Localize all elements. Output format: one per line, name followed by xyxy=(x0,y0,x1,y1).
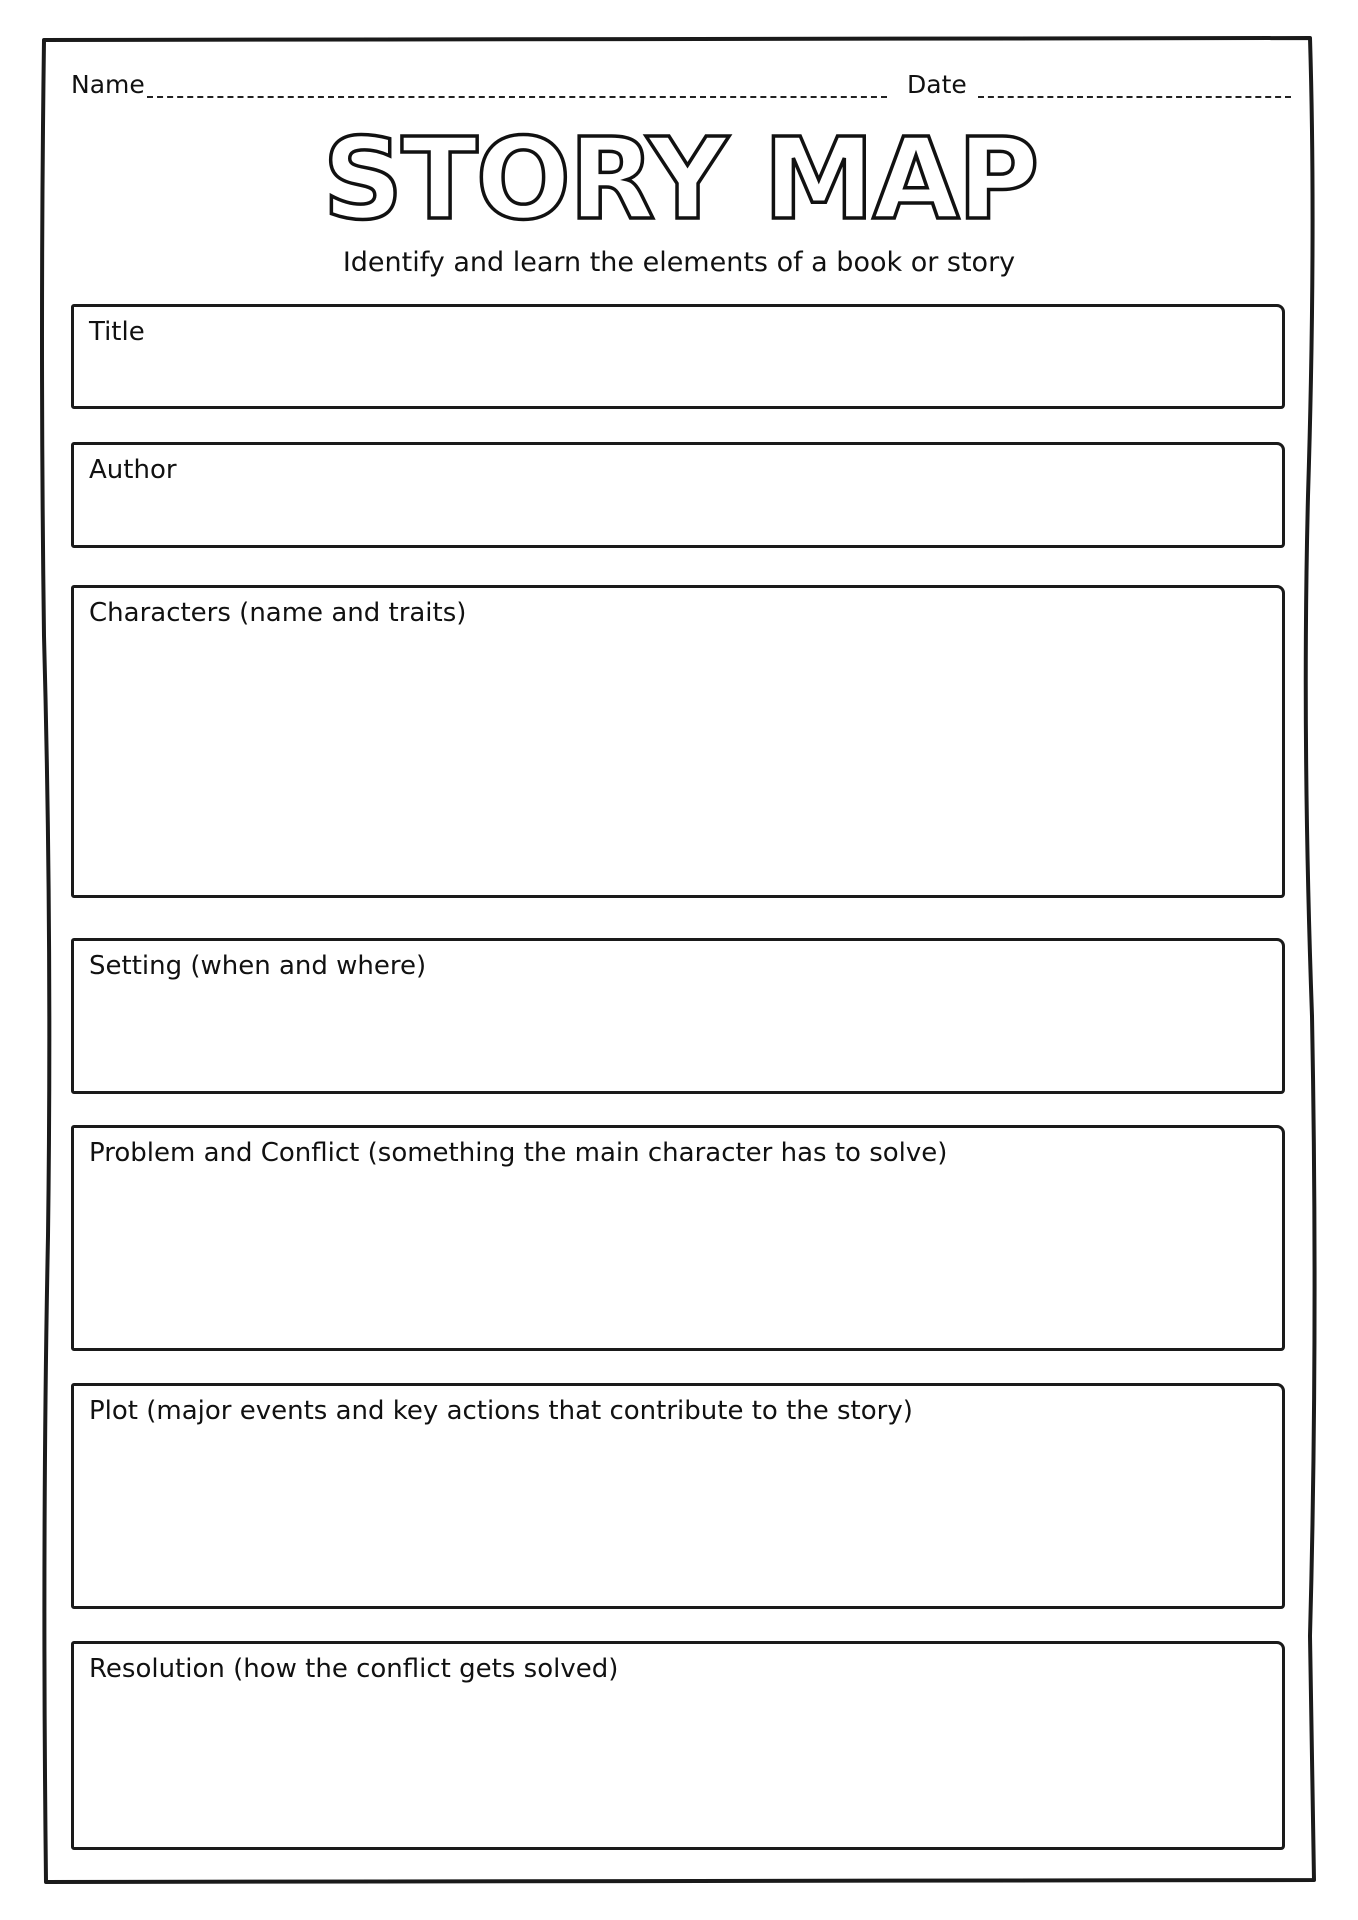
resolution-section-label: Resolution (how the conflict gets solved) xyxy=(89,1654,619,1684)
title-text: STORY MAP xyxy=(322,115,1038,245)
author-section-label: Author xyxy=(89,455,177,485)
page-subtitle: Identify and learn the elements of a book or story xyxy=(342,247,1016,278)
header-row xyxy=(71,68,1291,108)
title-section-label: Title xyxy=(89,317,145,347)
problem-section[interactable] xyxy=(71,1125,1285,1351)
date-field[interactable] xyxy=(978,96,1291,98)
name-label: Name xyxy=(71,70,145,99)
plot-section[interactable] xyxy=(71,1383,1285,1609)
setting-section-label: Setting (when and where) xyxy=(89,951,427,981)
page-title xyxy=(322,110,1038,245)
characters-section-label: Characters (name and traits) xyxy=(89,598,467,628)
resolution-section[interactable] xyxy=(71,1641,1285,1850)
plot-section-label: Plot (major events and key actions that contribute to the story) xyxy=(89,1396,913,1426)
title-section[interactable] xyxy=(71,304,1285,409)
setting-section[interactable] xyxy=(71,938,1285,1094)
date-label: Date xyxy=(907,70,967,99)
name-field[interactable] xyxy=(147,96,887,98)
problem-section-label: Problem and Conflict (something the main character has to solve) xyxy=(89,1138,948,1168)
characters-section[interactable] xyxy=(71,585,1285,898)
author-section[interactable] xyxy=(71,442,1285,548)
